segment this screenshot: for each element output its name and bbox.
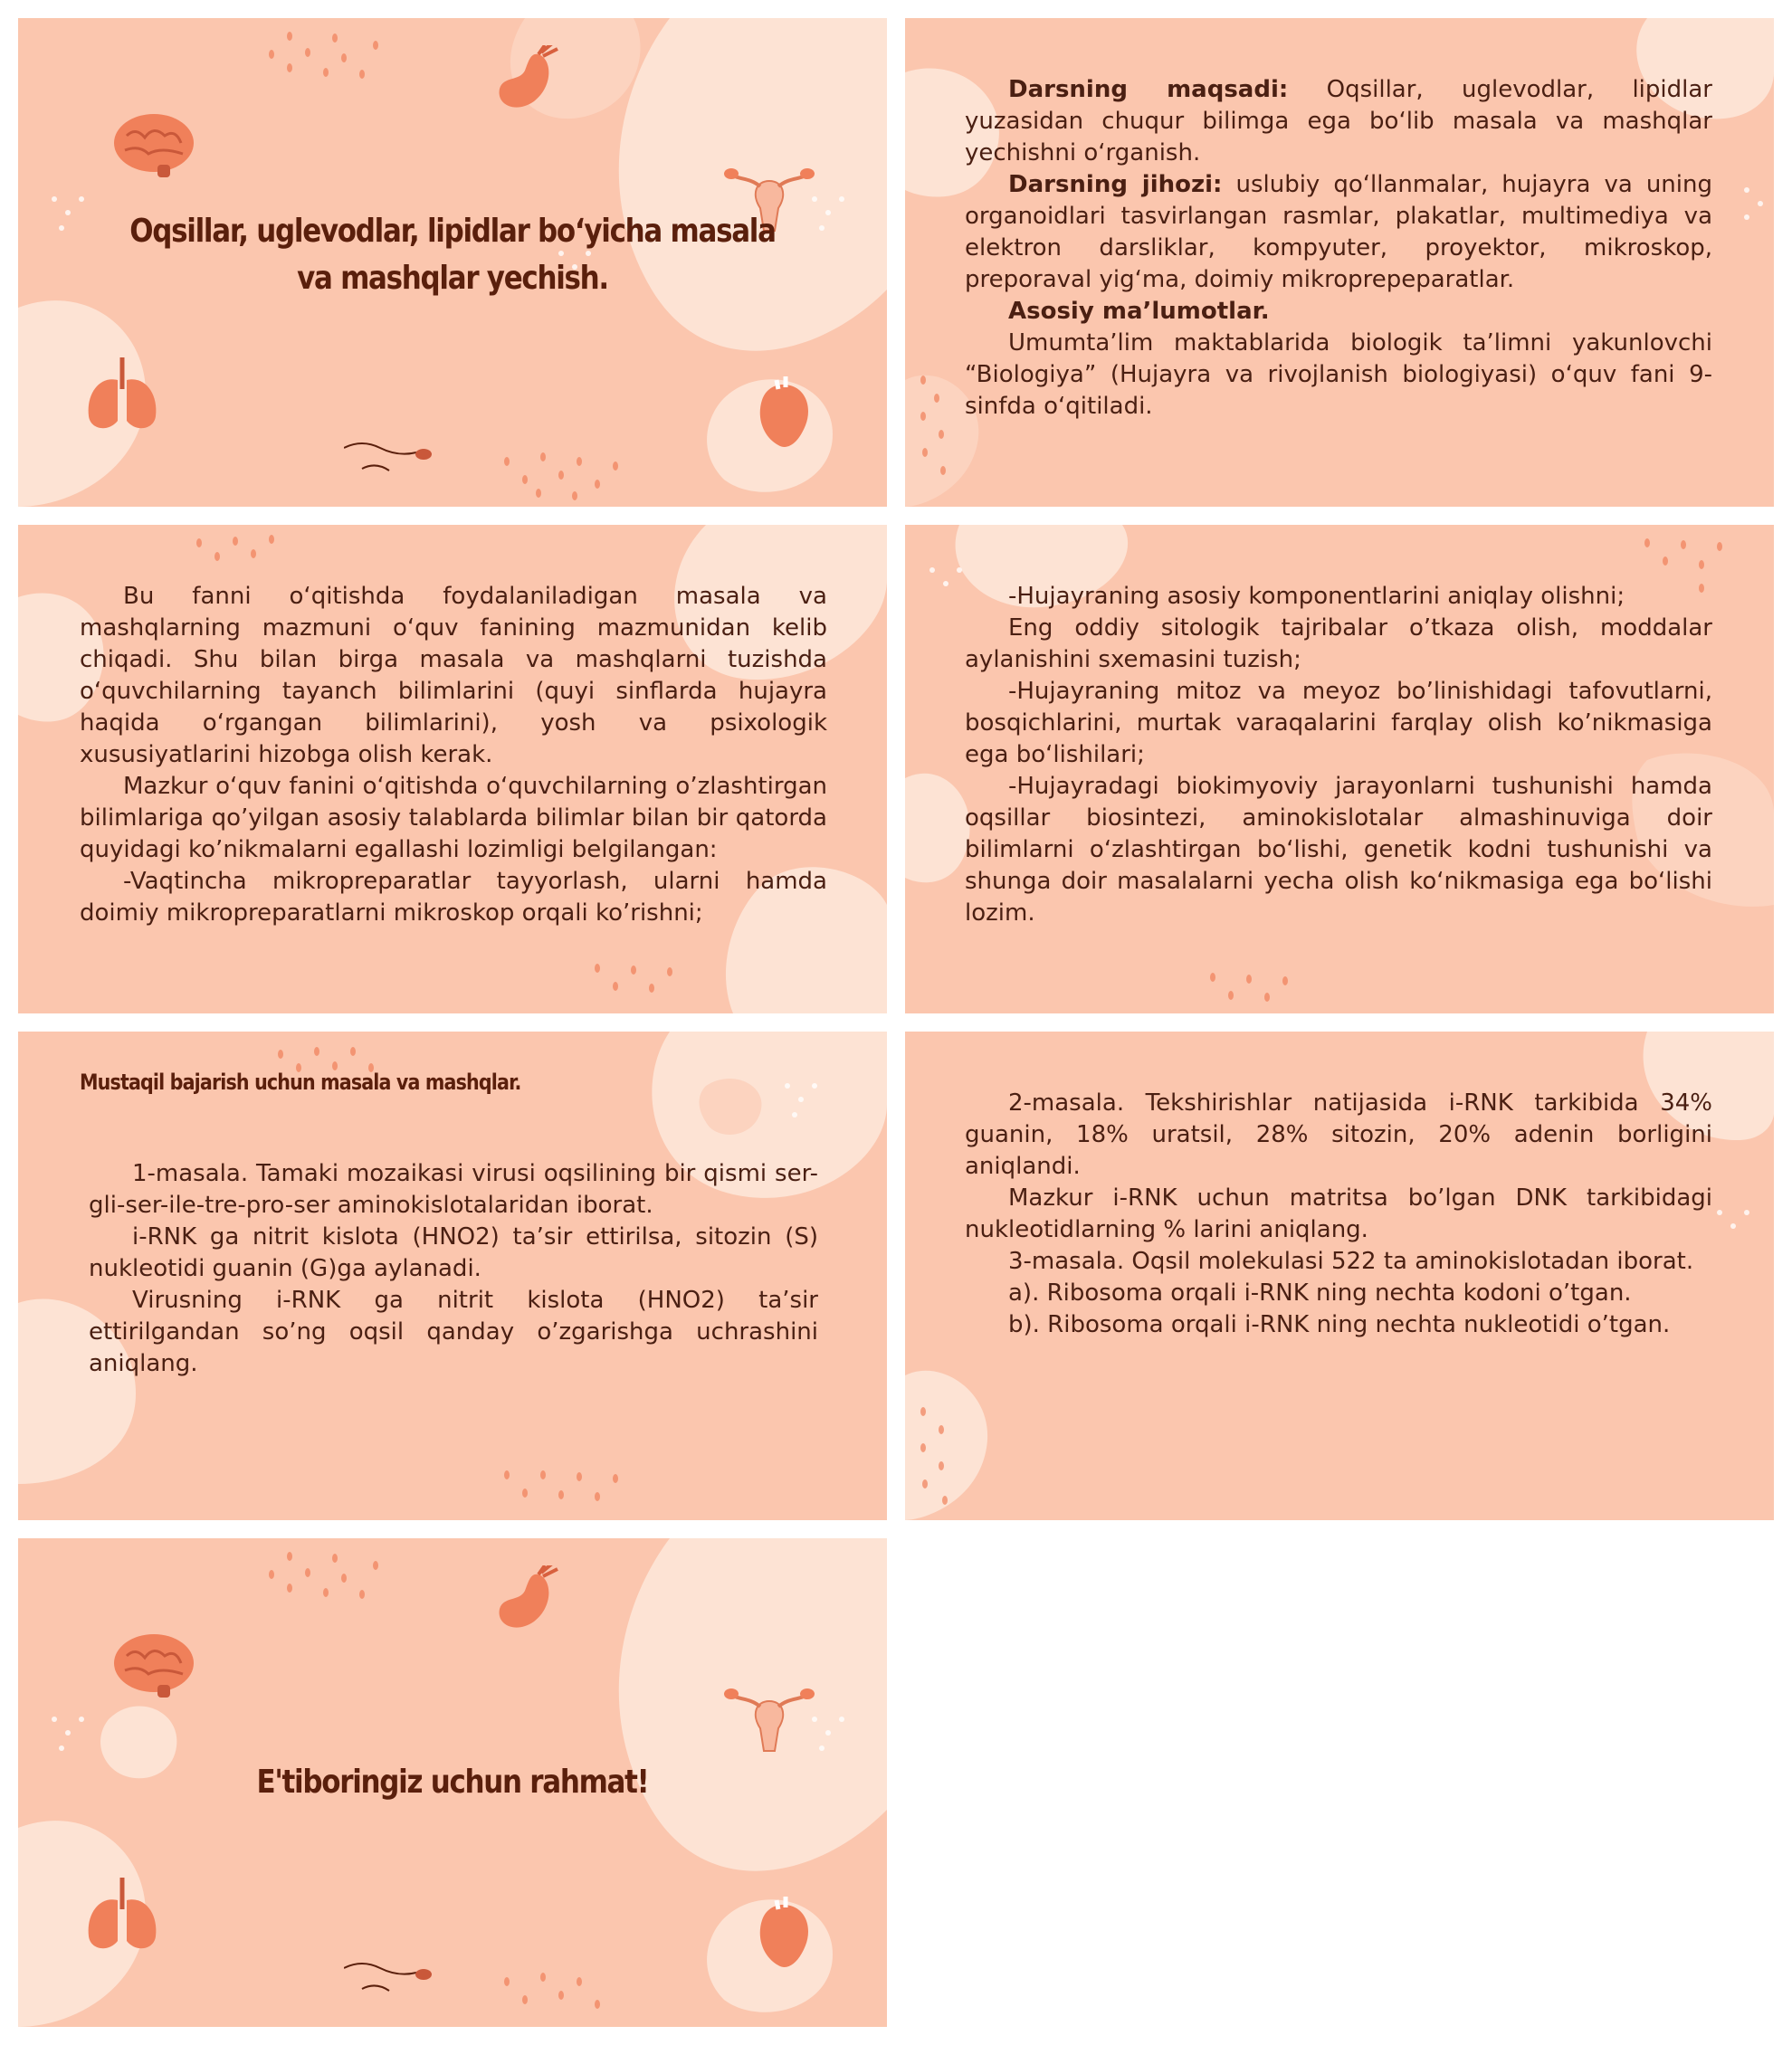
equipment-label: Darsning jihozi: — [1008, 171, 1223, 198]
page-title: Oqsillar, uglevodlar, lipidlar bo‘yicha masala va mashqlar yechish. — [129, 213, 776, 297]
skills-text — [965, 581, 1712, 929]
slide-skills — [905, 525, 1774, 1013]
heart-icon — [751, 371, 815, 452]
goal-label: Darsning maqsadi: — [1008, 76, 1289, 103]
equipment-text: uslubiy qo‘llanmalar, hujayra va uning organoidlari tasvirlangan rasmlar, plakatlar, multimediya va elektron darsliklar, kompyuter, proyektor, mikroskop, preporaval yig‘ma, doimiy mikroprepeparatlar. — [965, 171, 1712, 293]
tasks-paragraph-1: 1-masala. Tamaki mozaikasi virusi oqsilining bir qismi ser-gli-ser-ile-tre-pro-ser aminokislotalaridan iborat. — [89, 1160, 818, 1219]
slide-content — [18, 525, 887, 1013]
goal-text: Oqsillar, uglevodlar, lipidlar yuzasidan chuqur bilimga ega bo‘lib masala va mashqlar yechishni o‘rganish. — [965, 76, 1712, 166]
thanks-title: E'tiboringiz uchun rahmat! — [256, 1764, 649, 1801]
uterus-icon — [724, 1674, 815, 1755]
info-text: Umumta’lim maktablarida biologik ta’limni yakunlovchi “Biologiya” (Hujayra va rivojlanish biologiyasi) o‘quv fani 9-sinfda o‘qitiladi. — [965, 329, 1712, 420]
content-paragraph-3: -Vaqtincha mikropreparatlar tayyorlash, ularni hamda doimiy mikropreparatlarni mikroskop orqali ko’rishni; — [80, 868, 827, 927]
skills-paragraph-2: Eng oddiy sitologik tajribalar o’tkaza olish, moddalar aylanishini sxemasini tuzish; — [965, 614, 1712, 673]
lungs-icon — [81, 353, 163, 434]
tasks-text — [89, 1158, 818, 1380]
stomach-icon — [489, 1565, 570, 1638]
slide-goals — [905, 18, 1774, 507]
skills-paragraph-3: -Hujayraning mitoz va meyoz bo’linishidagi tafovutlarni, bosqichlarini, murtak varaqalarini farqlay olish ko’nikmasiga ega bo‘lishilari; — [965, 678, 1712, 768]
brain-icon — [109, 109, 199, 181]
sperm-icon — [344, 434, 443, 480]
content-text — [80, 581, 827, 929]
tasks-heading: Mustaqil bajarish uchun masala va mashqlar. — [80, 1070, 521, 1095]
tasks2-paragraph-3: 3-masala. Oqsil molekulasi 522 ta aminokislotadan iborat. — [1008, 1248, 1694, 1275]
tasks2-paragraph-1: 2-masala. Tekshirishlar natijasida i-RNK tarkibida 34% guanin, 18% uratsil, 28% sitozin, 20% adenin borligini aniqlandi. — [965, 1089, 1712, 1180]
sperm-icon — [344, 1955, 443, 2000]
stomach-icon — [489, 45, 570, 118]
slide-tasks-2 — [905, 1032, 1774, 1520]
goals-text — [965, 74, 1712, 423]
tasks-paragraph-3: Virusning i-RNK ga nitrit kislota (HNO2) ta’sir ettirilgandan so’ng oqsil qanday o’zgarishga uchrashini aniqlang. — [89, 1287, 818, 1377]
tasks-paragraph-2: i-RNK ga nitrit kislota (HNO2) ta’sir ettirilsa, sitozin (S) nukleotidi guanin (G)ga aylanadi. — [89, 1223, 818, 1282]
lungs-icon — [81, 1873, 163, 1955]
tasks2-text — [965, 1088, 1712, 1341]
content-paragraph-1: Bu fanni o‘qitishda foydalaniladigan masala va mashqlarning mazmuni o‘quv fanining mazmunidan kelib chiqadi. Shu bilan birga masala va mashqlarni tuzishda o‘quvchilarning tayanch bilimlarini (quyi sinflarda hujayra haqida o‘rgangan bilimlarini), yosh va psixologik xususiyatlarini hizobga olish kerak. — [80, 583, 827, 768]
slide-tasks — [18, 1032, 887, 1520]
slide-thanks — [18, 1538, 887, 2027]
content-paragraph-2: Mazkur o‘quv fanini o‘qitishda o‘quvchilarning o’zlashtirgan bilimlariga qo’yilgan asosiy talablarda bilimlar bilan bir qatorda quyidagi ko’nikmalarni egallashi lozimligi belgilangan: — [80, 773, 827, 863]
brain-icon — [109, 1629, 199, 1701]
info-label: Asosiy ma’lumotlar. — [1008, 298, 1270, 325]
tasks2-paragraph-2: Mazkur i-RNK uchun matritsa bo’lgan DNK tarkibidagi nukleotidlarning % larini aniqlang. — [965, 1184, 1712, 1243]
skills-paragraph-1: -Hujayraning asosiy komponentlarini aniqlay olishni; — [1008, 583, 1625, 610]
slide-title — [18, 18, 887, 507]
tasks2-paragraph-5: b). Ribosoma orqali i-RNK ning nechta nukleotidi o’tgan. — [1008, 1311, 1671, 1338]
skills-paragraph-4: -Hujayradagi biokimyoviy jarayonlarni tushunishi hamda oqsillar biosintezi, aminokislotalar almashinuviga doir bilimlarni o‘zlashtirgan bo‘lishi, genetik kodni tushunishi va shunga doir masalalarni yecha olish ko‘nikmasiga ega bo‘lishi lozim. — [965, 773, 1712, 927]
heart-icon — [751, 1891, 815, 1973]
tasks2-paragraph-4: a). Ribosoma orqali i-RNK ning nechta kodoni o’tgan. — [1008, 1279, 1632, 1307]
